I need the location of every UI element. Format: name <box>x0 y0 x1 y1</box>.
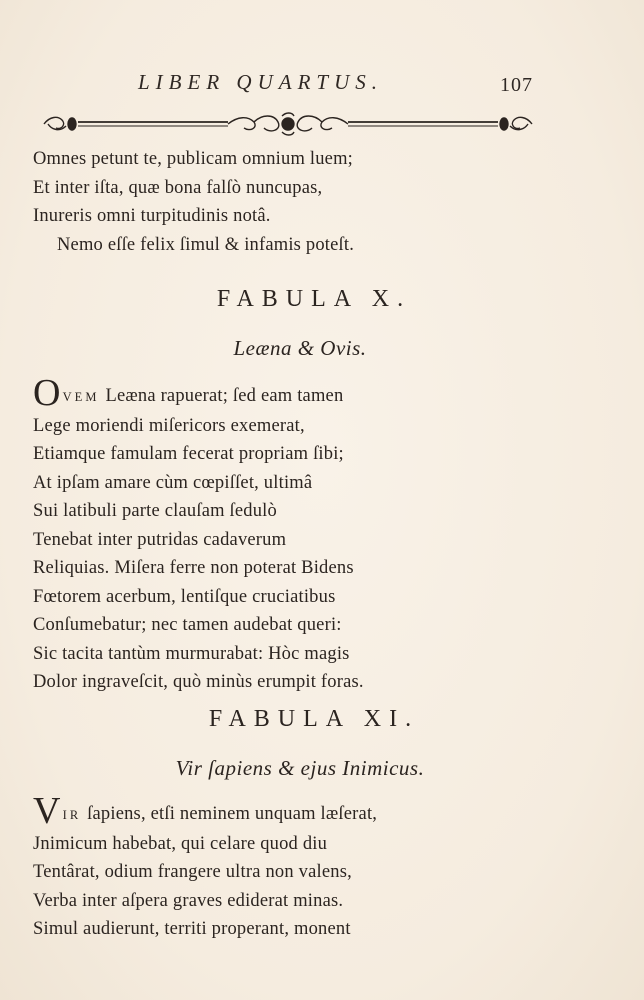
verse-line: Simul audierunt, territi properant, monent <box>33 919 351 939</box>
fable-10-title: FABULA X. <box>216 286 412 312</box>
verse-line: Conſumebatur; nec tamen audebat queri: <box>33 615 342 635</box>
verse-line: Et inter iſta, quæ bona falſò nuncupas, <box>33 177 323 198</box>
fable-10-subtitle: Leæna & Ovis. <box>233 336 367 360</box>
verse-line: Omnes petunt te, publicam omnium luem; <box>33 149 353 169</box>
verse-line: Tenebat inter putridas cadaverum <box>33 529 287 550</box>
verse-line: Inureris omni turpitudinis notâ. <box>33 206 271 226</box>
small-caps: IR <box>62 808 82 822</box>
verse-first-line-text: ſapiens, etſi neminem unquam læſerat, <box>87 804 378 824</box>
fable-11-verse <box>33 790 378 944</box>
verse-line: Fœtorem acerbum, lentiſque cruciatibus <box>33 586 336 607</box>
continuation-verse <box>33 145 354 259</box>
drop-cap: O <box>33 372 61 414</box>
drop-cap: V <box>33 790 61 832</box>
verse-line: Sic tacita tantùm murmurabat: Hòc magis <box>33 643 350 664</box>
verse-line-moral: Nemo eſſe felix ſimul & infamis poteſt. <box>57 234 355 255</box>
small-caps: VEM <box>62 390 100 404</box>
running-title: LIBER QUARTUS. <box>138 70 383 94</box>
verse-line: Sui latibuli parte clauſam ſedulò <box>33 501 277 521</box>
verse-line: Tentârat, odium frangere ultra non valens, <box>33 862 352 882</box>
verse-line: Verba inter aſpera graves ediderat minas. <box>33 890 344 911</box>
verse-line: Dolor ingraveſcit, quò minùs erumpit foras. <box>33 672 364 692</box>
fable-10-verse <box>33 372 364 697</box>
verse-first-line <box>33 372 364 414</box>
verse-line: Reliquias. Miſera ferre non poterat Bidens <box>33 558 354 578</box>
verse-line: Jnimicum habebat, qui celare quod diu <box>33 833 328 854</box>
page-number: 107 <box>500 74 533 96</box>
ornamental-rule <box>42 110 534 138</box>
verse-first-line <box>33 790 378 832</box>
fable-11-subtitle: Vir ſapiens & ejus Inimicus. <box>175 756 425 780</box>
fable-11-title: FABULA XI. <box>208 706 420 732</box>
verse-line: Lege moriendi miſericors exemerat, <box>33 415 305 436</box>
verse-line: Etiamque famulam fecerat propriam ſibi; <box>33 444 344 464</box>
verse-line: At ipſam amare cùm cœpiſſet, ultimâ <box>33 472 313 493</box>
verse-first-line-text: Leæna rapuerat; ſed eam tamen <box>105 386 344 406</box>
